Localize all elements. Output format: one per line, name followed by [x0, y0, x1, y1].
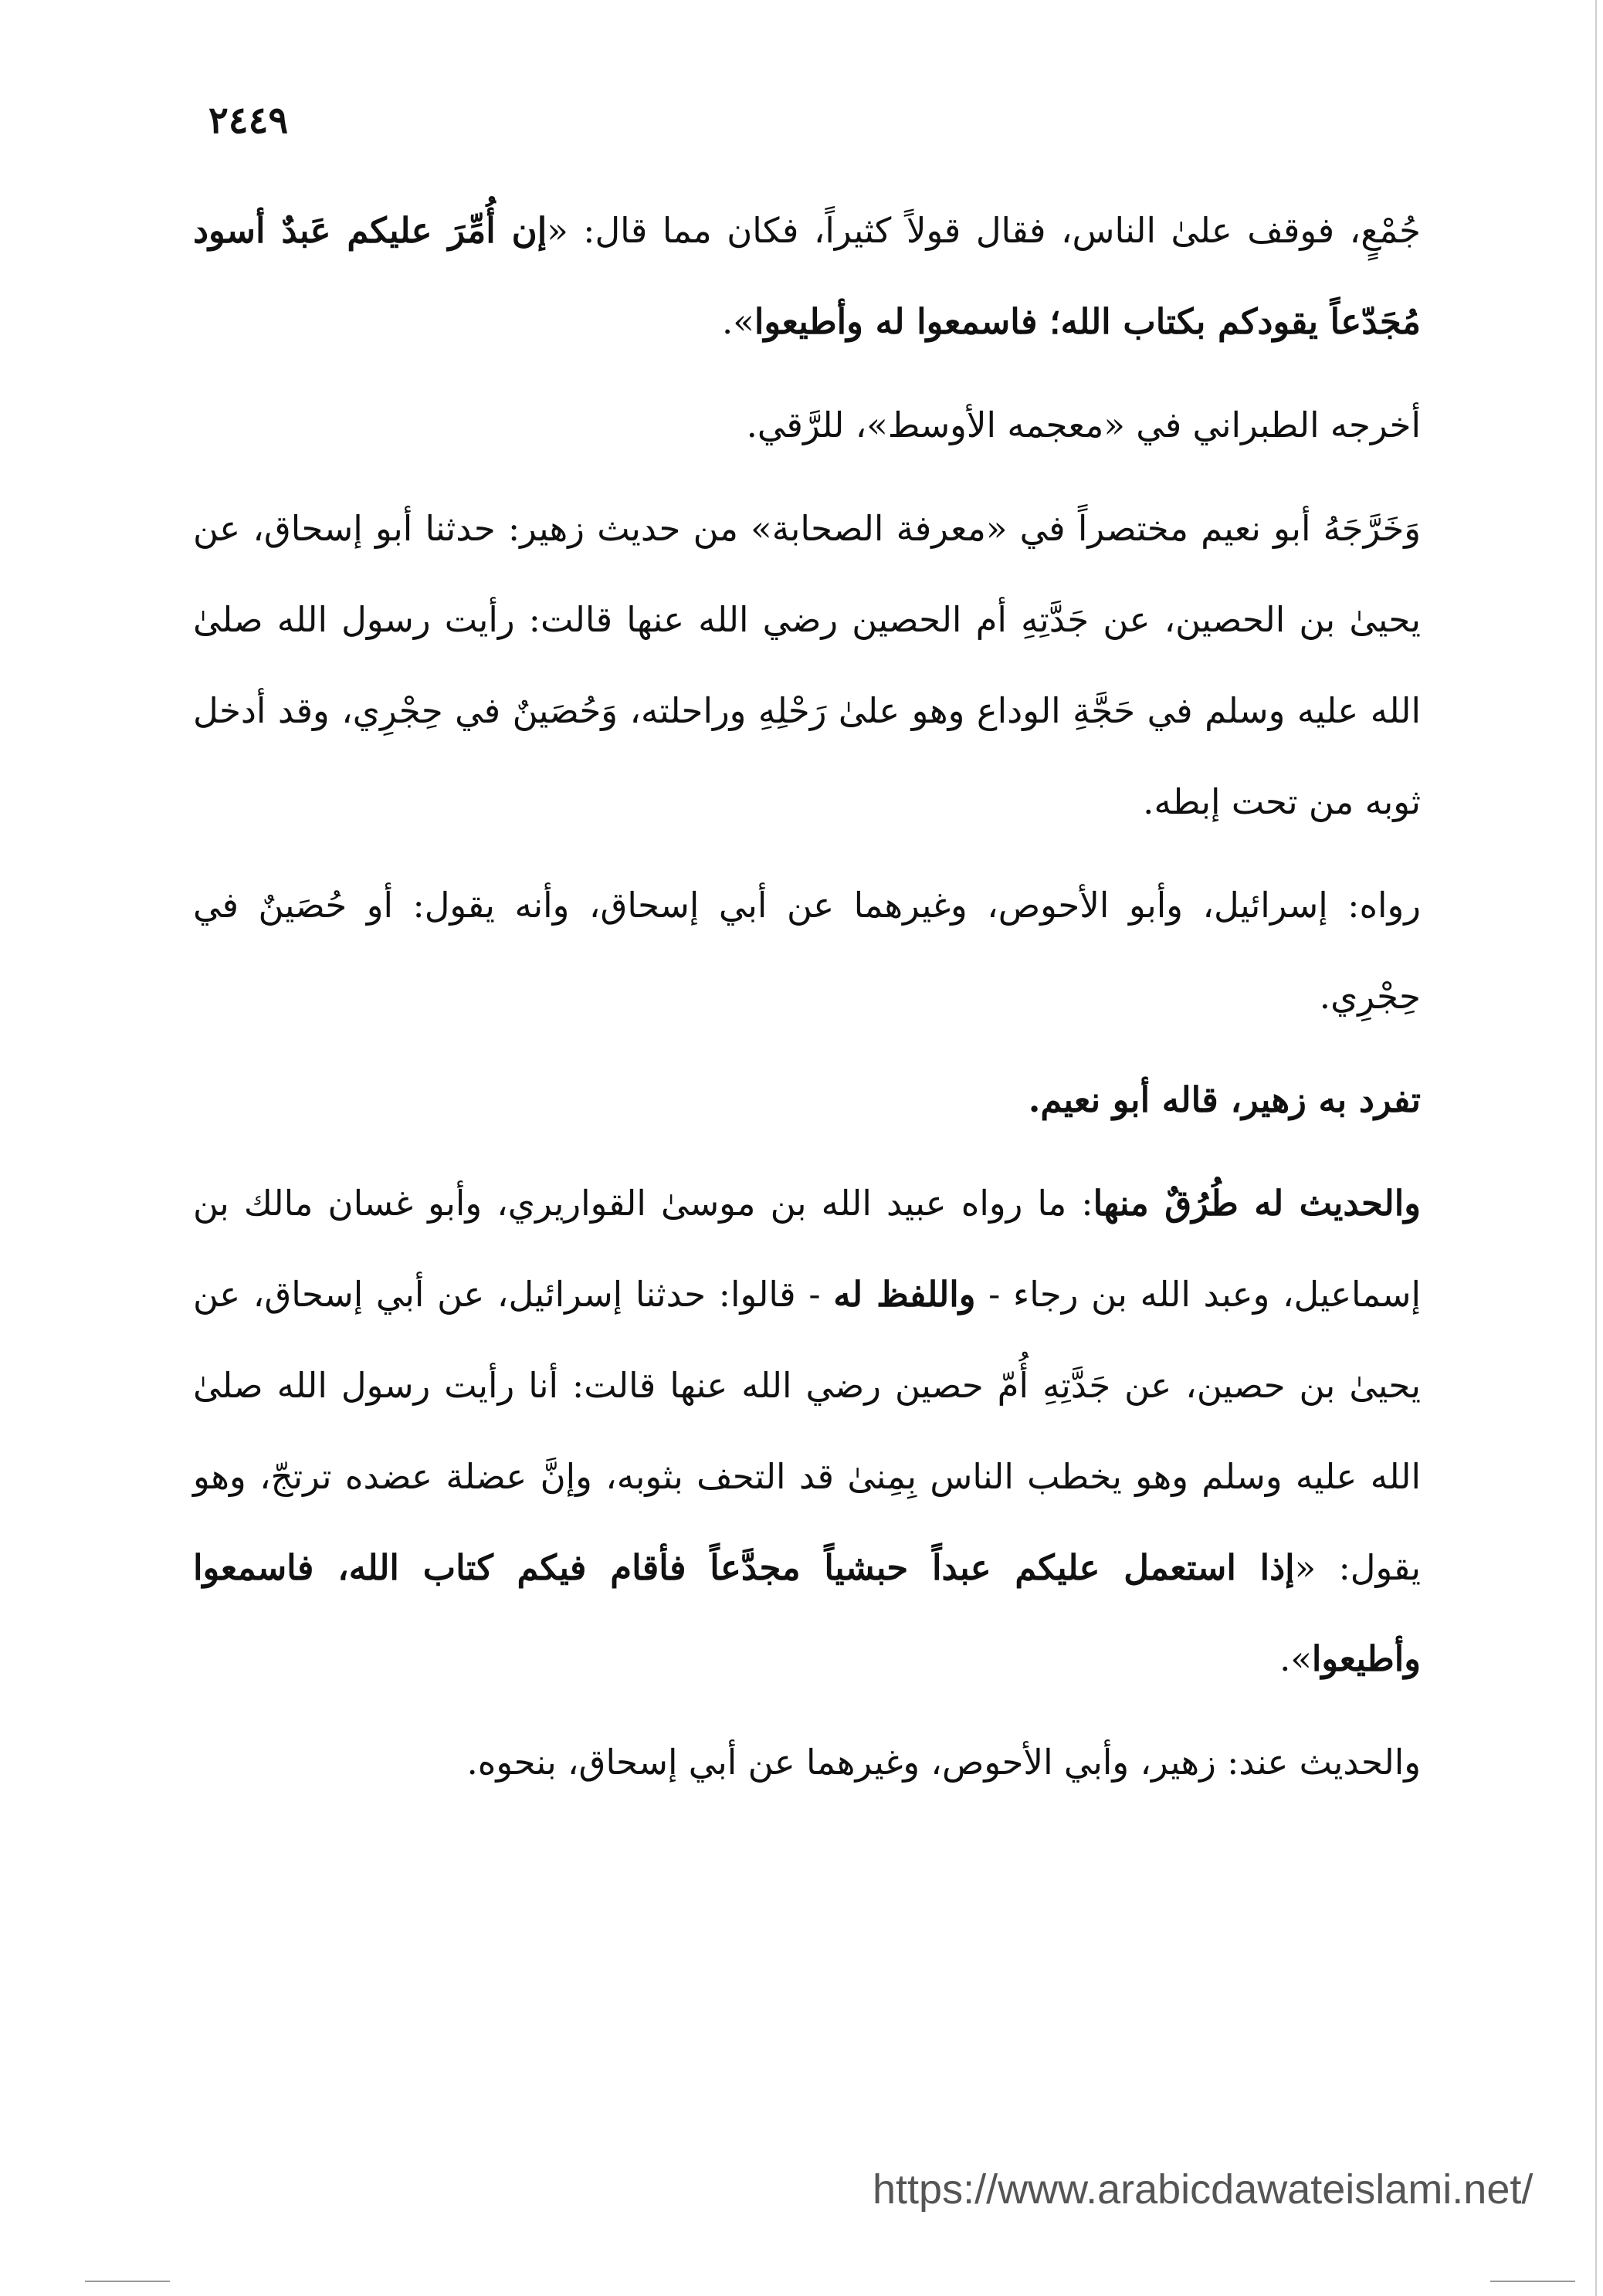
text-run: تفرد به زهير، قاله أبو نعيم.	[1028, 1079, 1421, 1120]
text-run: - قالوا: حدثنا إسرائيل، عن أبي إسحاق، عن يحيىٰ بن حصين، عن جَدَّتِهِ أُمّ حصين رضي الله عنها قالت: أنا رأيت رسول الله صلىٰ الله عليه وسلم وهو يخطب الناس بِمِنىٰ قد التحف بثوبه، وإنَّ عضلة عضده ترتجّ، وهو يقول: «	[193, 1274, 1421, 1588]
text-run: والحديث له طُرُقٌ منها	[1093, 1183, 1421, 1224]
text-run: إذا استعمل عليكم عبداً حبشياً مجدَّعاً فأقام فيكم كتاب الله، فاسمعوا وأطيعوا	[193, 1547, 1421, 1679]
body-text	[193, 185, 1421, 1808]
paragraph-2	[193, 380, 1421, 471]
source-url-watermark: https://www.arabicdawateislami.net/	[873, 2166, 1534, 2213]
scan-edge-bottom-right	[1490, 2281, 1575, 2282]
text-run: : ما رواه عبيد الله بن موسىٰ القواريري، وأبو غسان مالك بن إسماعيل، وعبد الله بن رجاء -	[193, 1183, 1421, 1315]
paragraph-3	[193, 483, 1421, 848]
paragraph-4	[193, 860, 1421, 1042]
paragraph-5	[193, 1055, 1421, 1146]
text-run: جُمْعٍ، فوقف علىٰ الناس، فقال قولاً كثيراً، فكان مما قال: «	[547, 210, 1421, 251]
text-run: إن أُمِّرَ عليكم عَبدٌ أسود مُجَدّعاً يقودكم بكتاب الله؛ فاسمعوا له وأطيعوا	[193, 210, 1421, 342]
text-run: وَخَرَّجَهُ أبو نعيم مختصراً في «معرفة الصحابة» من حديث زهير: حدثنا أبو إسحاق، عن يحيىٰ بن الحصين، عن جَدَّتِهِ أم الحصين رضي الله عنها قالت: رأيت رسول الله صلىٰ الله عليه وسلم في حَجَّةِ الوداع وهو علىٰ رَحْلِهِ وراحلته، وَحُصَينٌ في حِجْرِي، وقد أدخل ثوبه من تحت إبطه.	[193, 508, 1421, 822]
page-number: ٢٤٤٩	[208, 99, 289, 142]
text-run: واللفظ له	[833, 1274, 976, 1315]
paragraph-6	[193, 1158, 1421, 1705]
text-run: ».	[1279, 1638, 1312, 1679]
text-run: أخرجه الطبراني في «معجمه الأوسط»، للرَّقي.	[746, 405, 1421, 445]
paragraph-1	[193, 185, 1421, 367]
text-run: رواه: إسرائيل، وأبو الأحوص، وغيرهما عن أبي إسحاق، وأنه يقول: أو حُصَينٌ في حِجْرِي.	[193, 885, 1421, 1017]
paragraph-7	[193, 1717, 1421, 1808]
text-run: ».	[721, 301, 754, 342]
scan-edge-right	[1595, 0, 1597, 2296]
text-run: والحديث عند: زهير، وأبي الأحوص، وغيرهما عن أبي إسحاق، بنحوه.	[466, 1742, 1421, 1783]
scan-edge-bottom-left	[85, 2281, 170, 2282]
